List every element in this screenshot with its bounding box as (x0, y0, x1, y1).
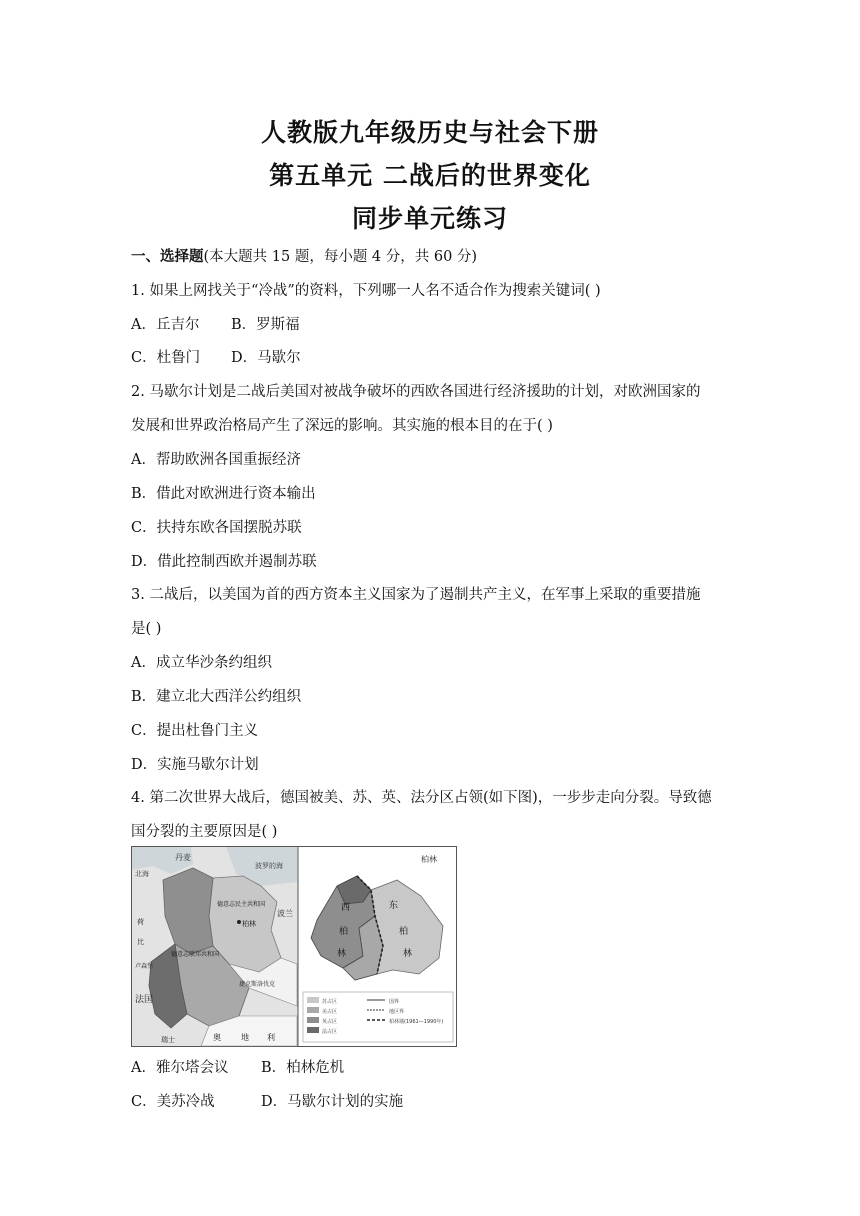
question-1-options-row-2 (131, 348, 301, 368)
legend-swatch-soviet (307, 997, 319, 1003)
section-heading (131, 247, 477, 267)
label-poland: 波兰 (277, 909, 293, 918)
option-d: D．马歇尔 (231, 350, 301, 366)
exercise-title: 同步单元练习 (351, 204, 508, 233)
germany-occupation-map (131, 846, 457, 1047)
label-east-1: 东 (389, 901, 399, 911)
label-austria-1: 奥 (213, 1033, 221, 1042)
option-d: D．实施马歇尔计划 (131, 757, 259, 773)
unit-title: 第五单元 二战后的世界变化 (269, 161, 591, 190)
question-2-stem-line-2: 发展和世界政治格局产生了深远的影响。其实施的根本目的在于( ) (131, 418, 553, 434)
question-4-options-row-1 (131, 1058, 344, 1078)
option-a: A．雅尔塔会议 (131, 1060, 229, 1076)
legend-swatch-british (307, 1017, 319, 1023)
label-berlin: 柏林 (242, 920, 256, 928)
question-2-stem-line-1: 2. 马歇尔计划是二战后美国对被战争破坏的西欧各国进行经济援助的计划，对欧洲国家的 (131, 384, 701, 400)
legend-region: 地区界 (389, 1009, 405, 1015)
label-austria-2: 地 (241, 1033, 249, 1042)
option-a: A．帮助欧洲各国重振经济 (131, 452, 301, 468)
legend-french: 法占区 (322, 1029, 338, 1035)
option-c: C．提出杜鲁门主义 (131, 723, 259, 739)
label-frg: 德意志联邦共和国 (171, 951, 220, 958)
question-4-stem-line-1: 4. 第二次世界大战后，德国被美、苏、英、法分区占领(如下图)，一步步走向分裂。导致德 (131, 790, 712, 806)
label-luxembourg: 卢森堡 (135, 963, 154, 970)
label-switzerland: 瑞士 (161, 1036, 175, 1044)
legend-border: 国界 (389, 999, 400, 1005)
section-note: (本大题共 15 题，每小题 4 分，共 60 分) (203, 249, 478, 265)
question-1-stem: 1. 如果上网找关于“冷战”的资料，下列哪一人名不适合作为搜索关键词( ) (131, 283, 601, 299)
berlin-panel-title: 柏林 (421, 855, 437, 864)
legend-swatch-american (307, 1007, 319, 1013)
question-3-stem-line-2: 是( ) (131, 621, 162, 637)
label-austria-3: 利 (267, 1033, 275, 1042)
label-czechoslovakia: 捷克斯洛伐克 (239, 981, 276, 988)
legend-wall: 柏林墙(1961—1990年) (389, 1019, 444, 1025)
option-a: A．丘吉尔 (131, 317, 200, 333)
option-c: C．美苏冷战 (131, 1094, 215, 1110)
question-1-options-row-1 (131, 315, 300, 335)
question-4-stem-line-2: 国分裂的主要原因是( ) (131, 824, 278, 840)
berlin-dot (237, 920, 241, 924)
option-b: B．建立北大西洋公约组织 (131, 689, 302, 705)
map-svg (131, 846, 457, 1047)
label-belgium: 比 (137, 938, 144, 946)
option-d: D．马歇尔计划的实施 (261, 1094, 404, 1110)
legend-soviet: 苏占区 (322, 999, 338, 1005)
question-3-stem-line-1: 3. 二战后，以美国为首的西方资本主义国家为了遏制共产主义，在军事上采取的重要措施 (131, 587, 701, 603)
option-b: B．借此对欧洲进行资本输出 (131, 486, 316, 502)
label-baltic-sea: 波罗的海 (255, 862, 283, 870)
section-heading-label: 一、选择题 (131, 249, 204, 265)
label-west-1: 西 (341, 903, 351, 913)
label-denmark: 丹麦 (175, 853, 191, 862)
label-east-2: 柏 (399, 927, 409, 937)
question-4-options-row-2 (131, 1092, 403, 1112)
option-d: D．借此控制西欧并遏制苏联 (131, 554, 317, 570)
label-west-2: 柏 (339, 927, 349, 937)
option-a: A．成立华沙条约组织 (131, 655, 272, 671)
label-netherlands: 荷 (137, 918, 144, 926)
label-france: 法国 (135, 995, 154, 1005)
label-west-3: 林 (337, 949, 347, 959)
option-b: B．罗斯福 (231, 317, 300, 333)
legend-swatch-french (307, 1027, 319, 1033)
label-east-3: 林 (403, 949, 413, 959)
option-c: C．杜鲁门 (131, 350, 201, 366)
label-gdr: 德意志民主共和国 (217, 901, 266, 908)
document-title: 人教版九年级历史与社会下册 (260, 118, 599, 147)
legend-british: 英占区 (322, 1019, 338, 1025)
option-c: C．扶持东欧各国摆脱苏联 (131, 520, 302, 536)
legend-american: 美占区 (322, 1009, 338, 1015)
label-north-sea: 北海 (135, 870, 149, 878)
option-b: B．柏林危机 (261, 1060, 345, 1076)
